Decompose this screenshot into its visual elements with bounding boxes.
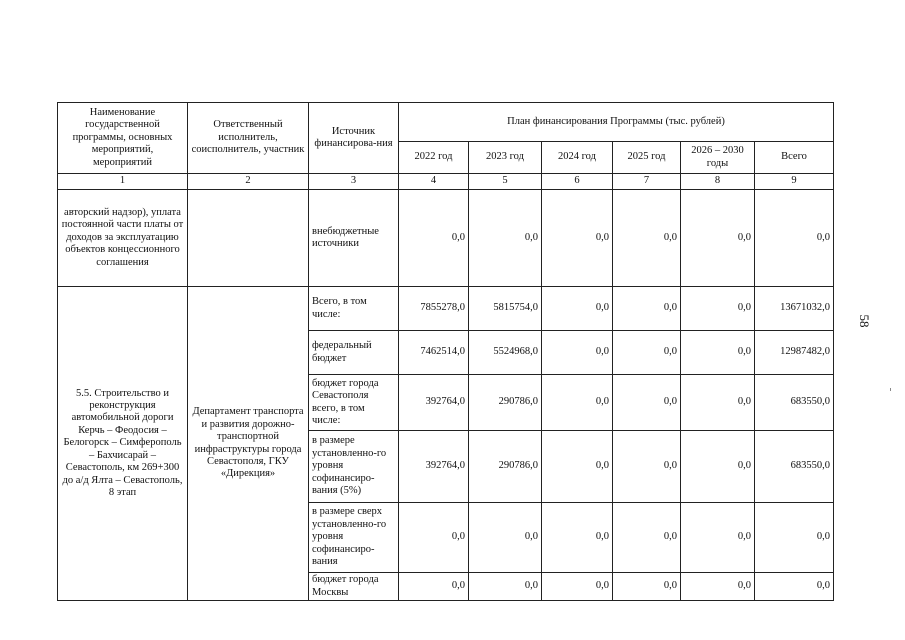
- value-cell: 0,0: [542, 431, 613, 503]
- value-cell: 5524968,0: [469, 331, 542, 375]
- header-year-2026-2030: 2026 – 2030 годы: [681, 142, 755, 174]
- source-cell: федеральный бюджет: [309, 331, 399, 375]
- value-cell: 0,0: [613, 190, 681, 287]
- header-executor: Ответственный исполнитель, соисполнитель, участник: [188, 103, 309, 174]
- col-number: 5: [469, 174, 542, 190]
- value-cell: 0,0: [681, 331, 755, 375]
- value-cell: 0,0: [681, 573, 755, 601]
- value-cell: 0,0: [755, 190, 834, 287]
- value-cell: 0,0: [755, 503, 834, 573]
- financing-table: [57, 102, 834, 601]
- col-number: 3: [309, 174, 399, 190]
- value-cell: 392764,0: [399, 375, 469, 431]
- col-number: 2: [188, 174, 309, 190]
- value-cell: 0,0: [613, 431, 681, 503]
- col-number: 7: [613, 174, 681, 190]
- header-year-2024: 2024 год: [542, 142, 613, 174]
- value-cell: 0,0: [755, 573, 834, 601]
- value-cell: 0,0: [613, 503, 681, 573]
- value-cell: 0,0: [681, 375, 755, 431]
- value-cell: 0,0: [399, 573, 469, 601]
- value-cell: 0,0: [542, 375, 613, 431]
- col-number: 6: [542, 174, 613, 190]
- header-source: Источник финансирова-ния: [309, 103, 399, 174]
- col-number: 4: [399, 174, 469, 190]
- value-cell: 0,0: [613, 375, 681, 431]
- value-cell: 13671032,0: [755, 287, 834, 331]
- value-cell: 0,0: [469, 503, 542, 573]
- value-cell: 0,0: [681, 431, 755, 503]
- col-number: 8: [681, 174, 755, 190]
- value-cell: 5815754,0: [469, 287, 542, 331]
- value-cell: 7855278,0: [399, 287, 469, 331]
- value-cell: 0,0: [681, 287, 755, 331]
- value-cell: 0,0: [399, 503, 469, 573]
- value-cell: 0,0: [681, 503, 755, 573]
- continued-executor: [188, 190, 309, 287]
- value-cell: 0,0: [542, 331, 613, 375]
- header-total: Всего: [755, 142, 834, 174]
- source-cell: бюджет города Москвы: [309, 573, 399, 601]
- value-cell: 683550,0: [755, 431, 834, 503]
- header-year-2023: 2023 год: [469, 142, 542, 174]
- header-name: Наименование государственной программы, основных мероприятий, мероприятий: [58, 103, 188, 174]
- page-number: 58: [857, 314, 872, 328]
- col-number: 9: [755, 174, 834, 190]
- continued-name: авторский надзор), уплата постоянной части платы от доходов за эксплуатацию объектов концессионного соглашения: [58, 190, 188, 287]
- value-cell: 0,0: [613, 331, 681, 375]
- value-cell: 290786,0: [469, 375, 542, 431]
- item-executor: Департамент транспорта и развития дорожно-транспортной инфраструктуры города Севастополя, ГКУ «Дирекция»: [188, 287, 309, 601]
- source-cell: бюджет города Севастополя всего, в том числе:: [309, 375, 399, 431]
- col-number: 1: [58, 174, 188, 190]
- value-cell: 7462514,0: [399, 331, 469, 375]
- header-year-2022: 2022 год: [399, 142, 469, 174]
- value-cell: 290786,0: [469, 431, 542, 503]
- value-cell: 0,0: [469, 190, 542, 287]
- value-cell: 0,0: [542, 287, 613, 331]
- value-cell: 12987482,0: [755, 331, 834, 375]
- value-cell: 0,0: [542, 573, 613, 601]
- value-cell: 0,0: [542, 190, 613, 287]
- margin-mark: [890, 388, 891, 391]
- value-cell: 392764,0: [399, 431, 469, 503]
- source-cell: в размере сверх установленно-го уровня софинансиро-вания: [309, 503, 399, 573]
- value-cell: 0,0: [681, 190, 755, 287]
- source-cell: в размере установленно-го уровня софинансиро-вания (5%): [309, 431, 399, 503]
- item-name: 5.5. Строительство и реконструкция автомобильной дороги Керчь – Феодосия – Белогорск – Симферополь – Бахчисарай – Севастополь, км 269+300 до а/д Ялта – Севастополь, 8 этап: [58, 287, 188, 601]
- header-year-2025: 2025 год: [613, 142, 681, 174]
- value-cell: 0,0: [613, 287, 681, 331]
- value-cell: 0,0: [399, 190, 469, 287]
- header-plan: План финансирования Программы (тыс. рублей): [399, 103, 834, 142]
- value-cell: 683550,0: [755, 375, 834, 431]
- value-cell: 0,0: [469, 573, 542, 601]
- value-cell: 0,0: [613, 573, 681, 601]
- source-cell: Всего, в том числе:: [309, 287, 399, 331]
- continued-source: внебюджетные источники: [309, 190, 399, 287]
- value-cell: 0,0: [542, 503, 613, 573]
